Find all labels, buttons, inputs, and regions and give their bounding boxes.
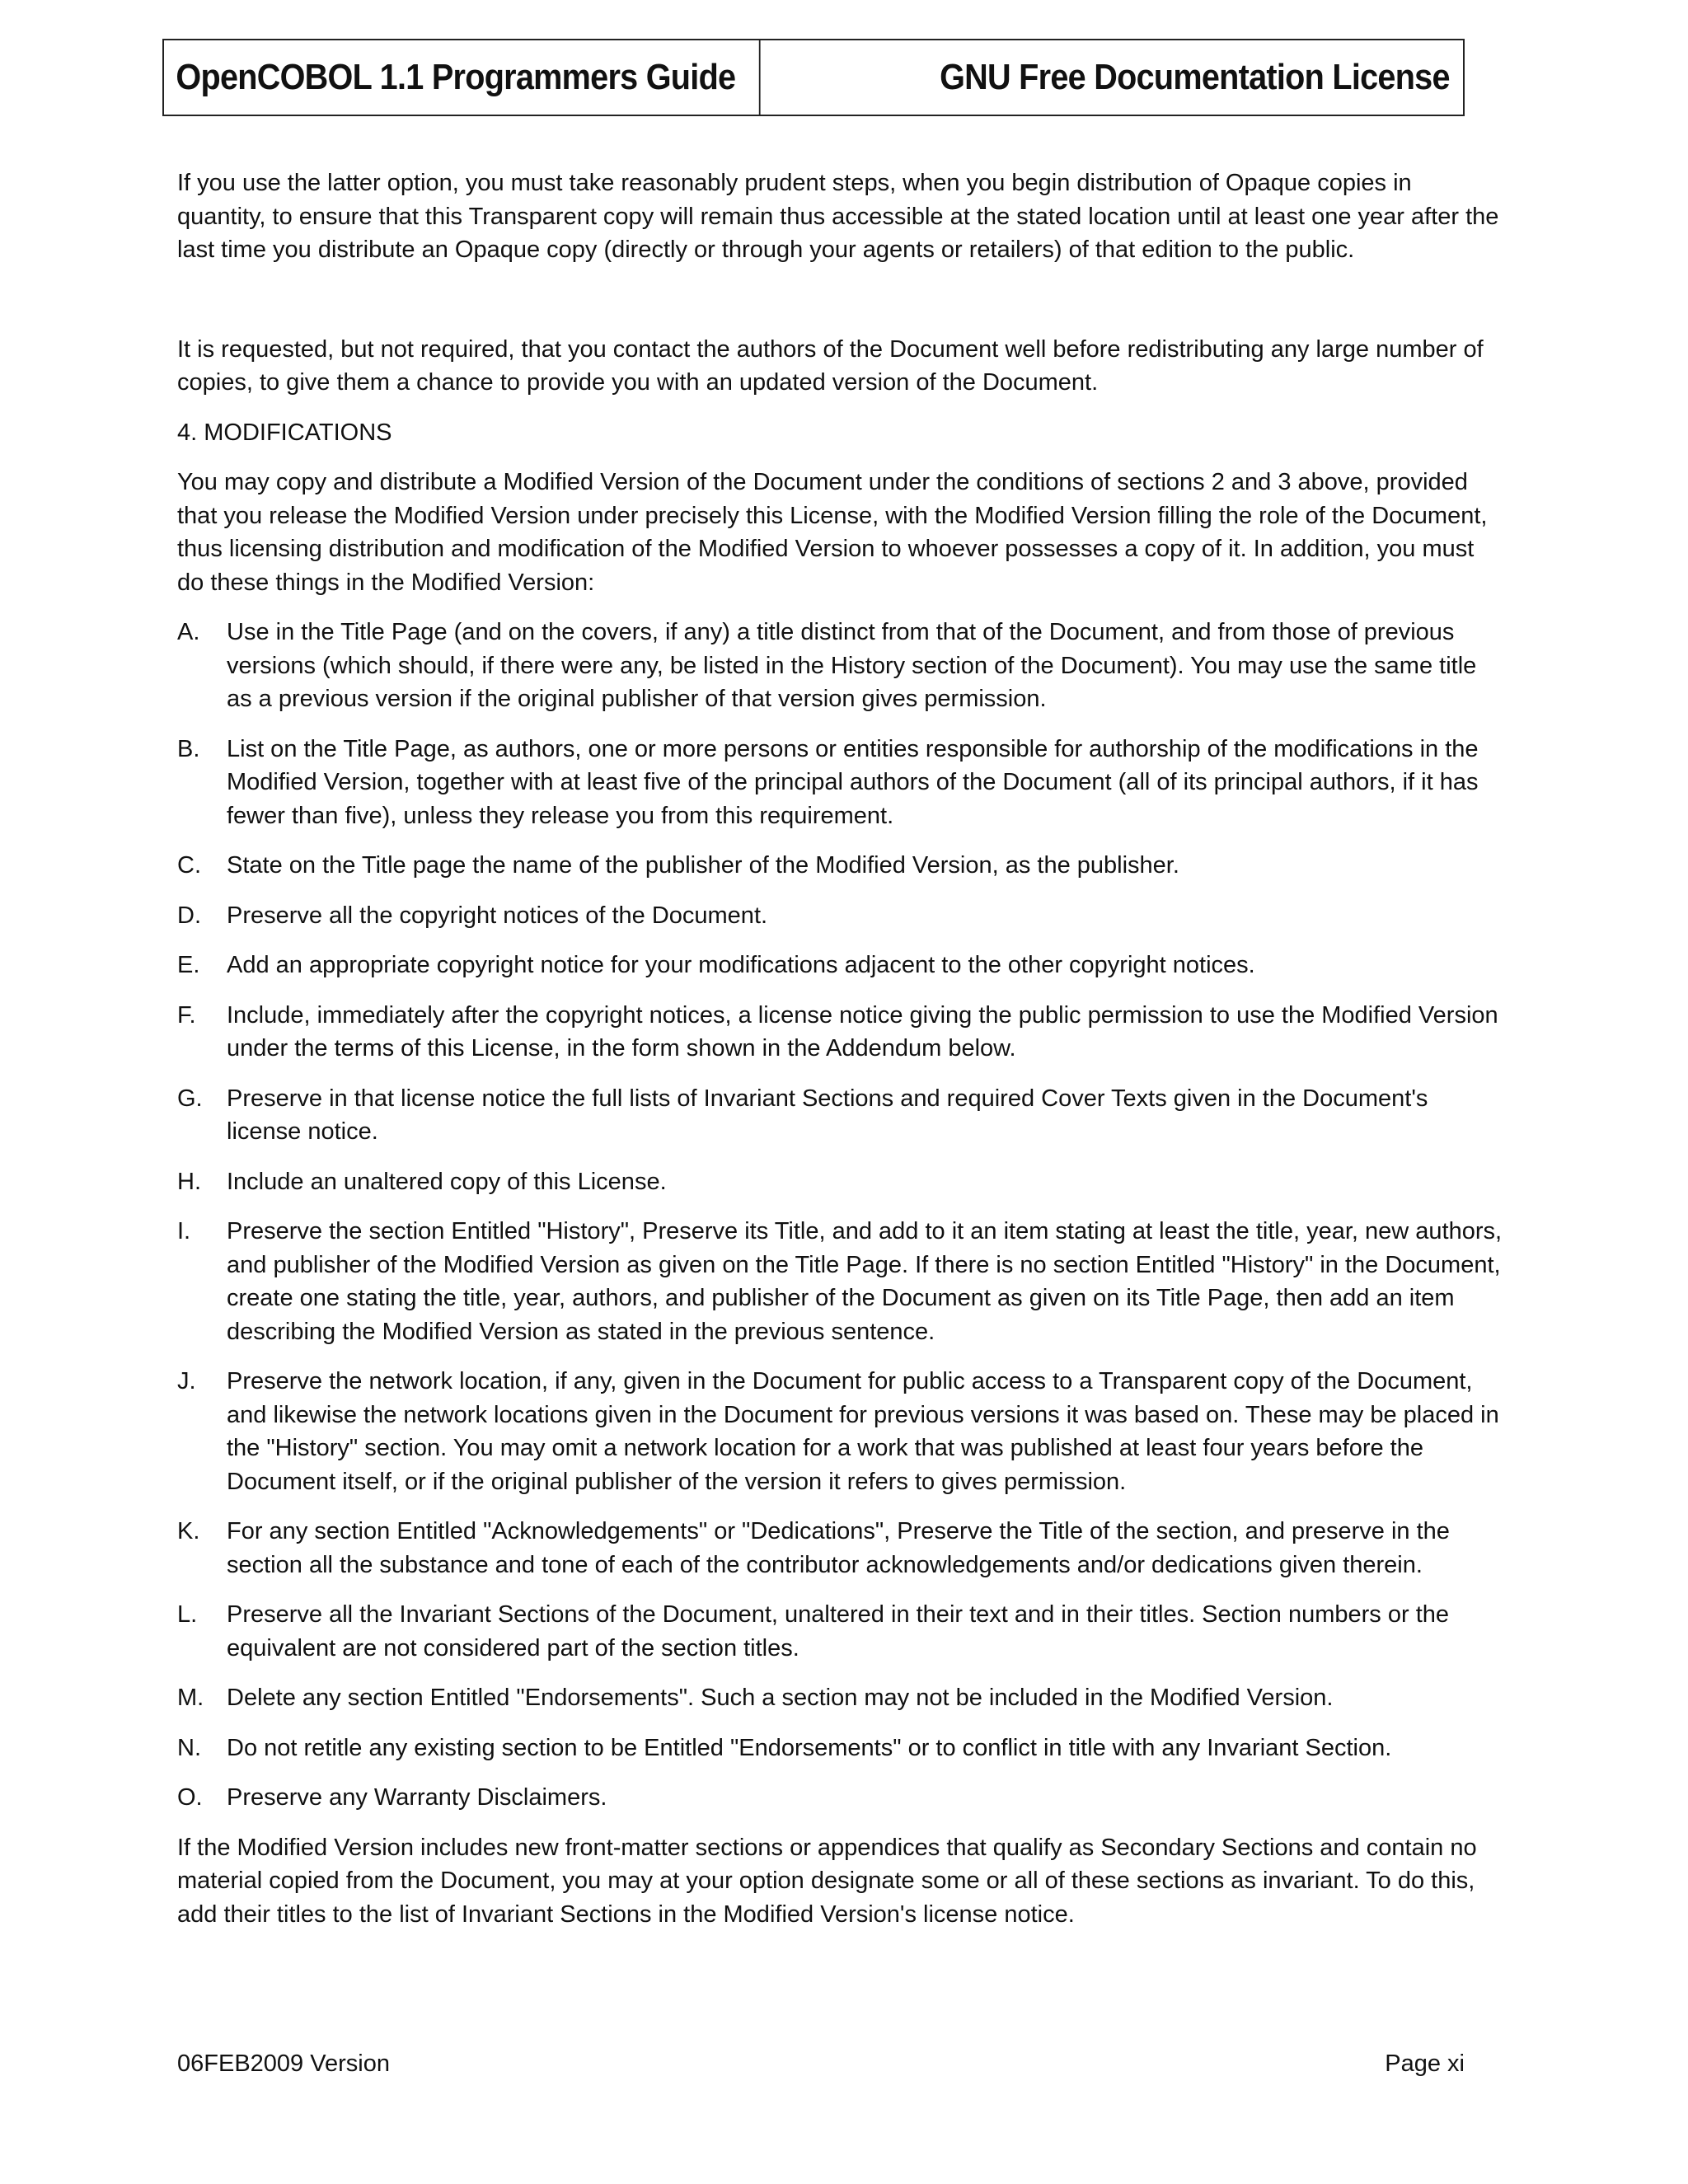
list-item-text: Include, immediately after the copyright notices, a license notice giving the public permission to use the Modified Version under the terms of this License, in the form shown in the Addendum below. (227, 1001, 1498, 1062)
list-item-text: For any section Entitled "Acknowledgements" or "Dedications", Preserve the Title of the section, and preserve in the section all the substance and tone of each of the contributor acknowledgements and/or dedications given therein. (227, 1518, 1450, 1578)
list-item (177, 1732, 1504, 1765)
list-item (177, 1215, 1504, 1348)
list-item (177, 849, 1504, 883)
list-item (177, 1165, 1504, 1199)
list-marker: M. (177, 1685, 204, 1711)
list-marker: J. (177, 1368, 196, 1394)
paragraph-contact-authors: It is requested, but not required, that you contact the authors of the Document well before redistributing any large number of copies, to give them a chance to provide you with an updated version of the Document. (177, 335, 1484, 396)
paragraph-opaque-copies: If you use the latter option, you must take reasonably prudent steps, when you begin distribution of Opaque copies in quantity, to ensure that this Transparent copy will remain thus accessible at the stated location until at least one year after the last time you distribute an Opaque copy (directly or through your agents or retailers) of that edition to the public. (177, 170, 1499, 263)
list-item-text: Preserve the section Entitled "History", Preserve its Title, and add to it an item stating at least the title, year, new authors, and publisher of the Modified Version as given on the Title Page. If there is no section Entitled "History" in the Document, create one stating the title, year, authors, and publisher of the Document as given on its Title Page, then add an item describing the Modified Version as stated in the previous sentence. (227, 1218, 1503, 1345)
list-marker: D. (177, 902, 201, 929)
list-marker: H. (177, 1168, 201, 1195)
list-item-text: Use in the Title Page (and on the covers, if any) a title distinct from that of the Document, and from those of previous versions (which should, if there were any, be listed in the History section of the Document). You may use the same title as a previous version if the original publisher of that version gives permission. (227, 619, 1477, 712)
list-marker: I. (177, 1218, 191, 1244)
list-marker: K. (177, 1518, 200, 1544)
list-item-text: Do not retitle any existing section to be Entitled "Endorsements" or to conflict in title with any Invariant Section. (227, 1734, 1392, 1761)
list-marker: C. (177, 852, 201, 879)
paragraph-secondary-sections: If the Modified Version includes new front-matter sections or appendices that qualify as Secondary Sections and contain no material copied from the Document, you may at your option designate some or all of these sections as invariant. To do this, add their titles to the list of Invariant Sections in the Modified Version's license notice. (177, 1834, 1477, 1928)
list-item-text: List on the Title Page, as authors, one or more persons or entities responsible for authorship of the modifications in the Modified Version, together with at least five of the principal authors of the Document (all of its principal authors, if it has fewer than five), unless they release you from this requirement. (227, 735, 1479, 829)
paragraph-modified-version-intro: You may copy and distribute a Modified Version of the Document under the conditions of sections 2 and 3 above, provided that you release the Modified Version under precisely this License, with the Modified Version filling the role of the Document, thus licensing distribution and modification of the Modified Version to whoever possesses a copy of it. In addition, you must do these things in the Modified Version: (177, 469, 1488, 596)
list-marker: O. (177, 1784, 203, 1811)
modification-requirements-list (177, 616, 1504, 1815)
list-item (177, 1082, 1504, 1149)
page-body (177, 166, 1504, 1947)
list-item-text: Preserve in that license notice the full lists of Invariant Sections and required Cover Texts given in the Document's license notice. (227, 1085, 1428, 1145)
version-label: 06FEB2009 Version (177, 2050, 390, 2077)
list-item-text: Include an unaltered copy of this License. (227, 1168, 667, 1195)
list-marker: L. (177, 1601, 198, 1628)
list-marker: F. (177, 1001, 196, 1029)
list-item-text: Add an appropriate copyright notice for your modifications adjacent to the other copyright notices. (227, 952, 1255, 978)
list-item (177, 733, 1504, 833)
list-item-text: State on the Title page the name of the publisher of the Modified Version, as the publisher. (227, 852, 1179, 879)
guide-title: OpenCOBOL 1.1 Programmers Guide (164, 40, 761, 115)
page-header (162, 39, 1465, 116)
list-item-text: Preserve all the copyright notices of the Document. (227, 902, 768, 929)
list-marker: B. (177, 735, 200, 762)
list-item (177, 1365, 1504, 1498)
list-item (177, 1681, 1504, 1715)
section-heading-modifications: 4. MODIFICATIONS (177, 419, 392, 446)
list-item (177, 1598, 1504, 1665)
list-marker: A. (177, 619, 200, 645)
list-item-text: Delete any section Entitled "Endorsements". Such a section may not be included in the Modified Version. (227, 1685, 1334, 1711)
list-item-text: Preserve any Warranty Disclaimers. (227, 1784, 607, 1811)
list-item-text: Preserve all the Invariant Sections of the Document, unaltered in their text and in their titles. Section numbers or the equivalent are not considered part of the section titles. (227, 1601, 1450, 1661)
list-item-text: Preserve the network location, if any, given in the Document for public access to a Transparent copy of the Document, and likewise the network locations given in the Document for previous versions it was based on. These may be placed in the "History" section. You may omit a network location for a work that was published at least four years before the Document itself, or if the original publisher of the version it refers to gives permission. (227, 1368, 1499, 1495)
list-marker: E. (177, 952, 200, 978)
page-number: Page xi (1385, 2050, 1465, 2077)
list-item (177, 616, 1504, 716)
list-marker: N. (177, 1734, 201, 1761)
list-item (177, 949, 1504, 982)
section-header-title: GNU Free Documentation License (940, 57, 1450, 97)
list-item (177, 1515, 1504, 1582)
list-item (177, 1781, 1504, 1815)
list-item (177, 899, 1504, 933)
list-item (177, 999, 1504, 1066)
page-footer (177, 2050, 1465, 2078)
list-marker: G. (177, 1085, 203, 1112)
